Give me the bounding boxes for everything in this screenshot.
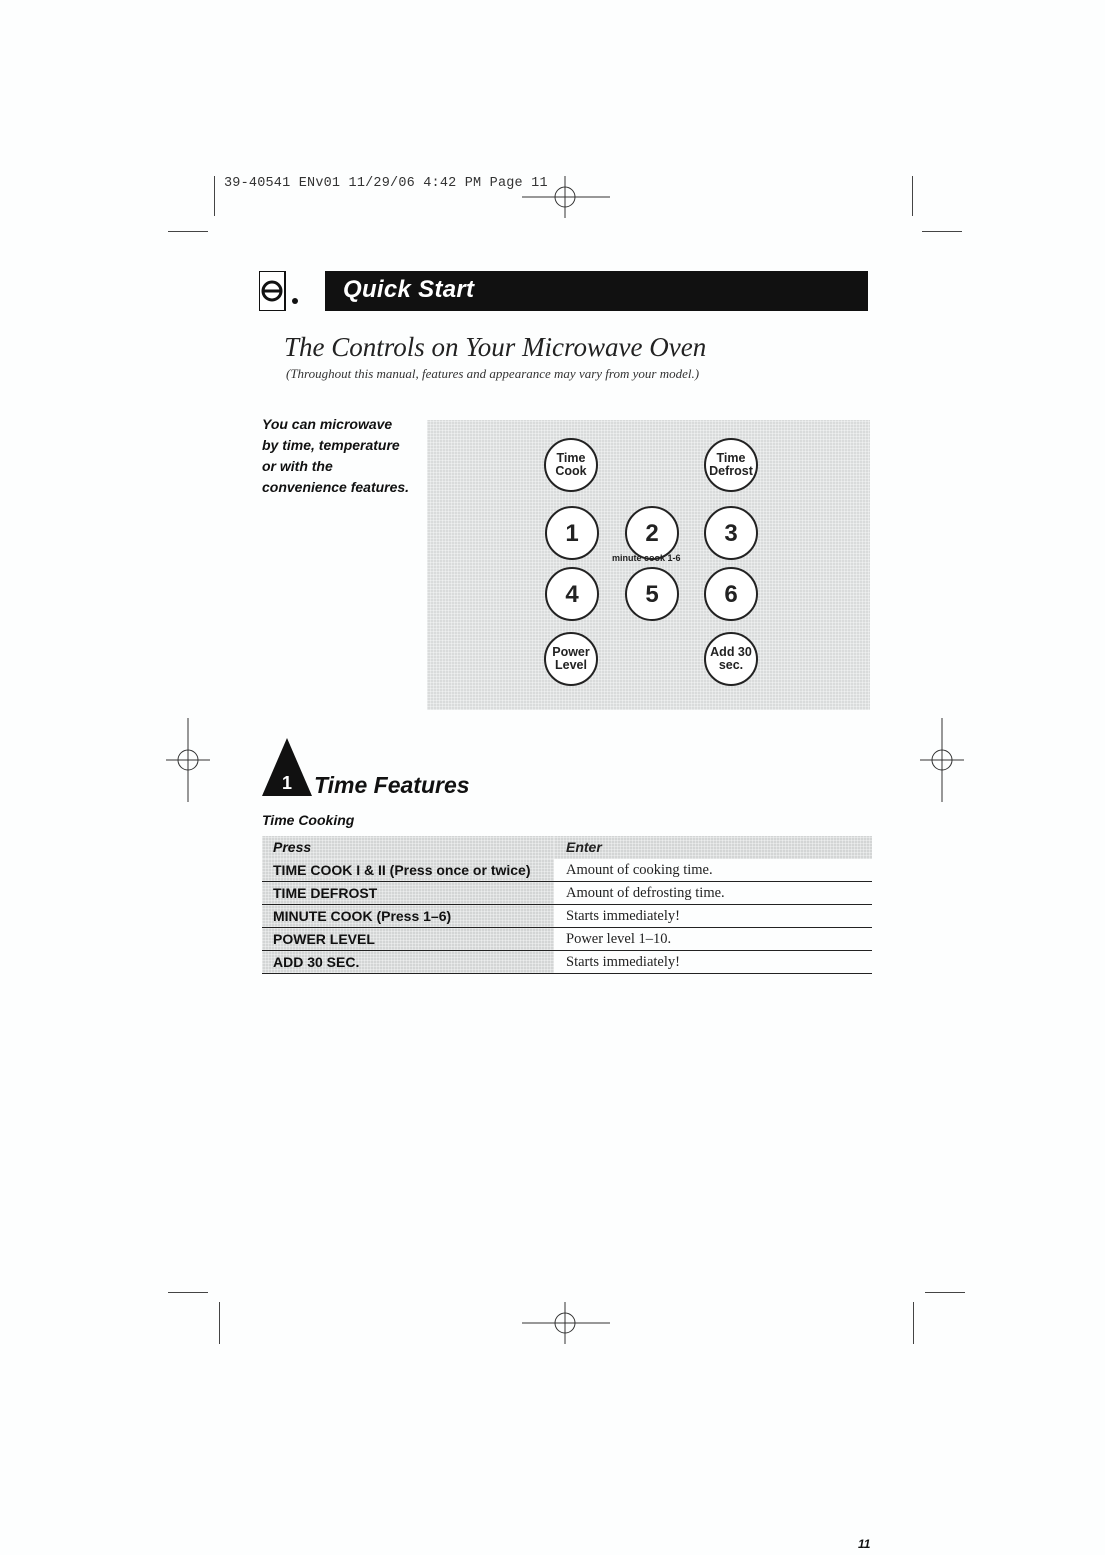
crop-mark — [912, 176, 913, 216]
svg-text:1: 1 — [281, 773, 293, 793]
crop-mark — [925, 1292, 965, 1293]
enter-cell: Power level 1–10. — [566, 931, 672, 947]
time-cook-key: Time Cook — [544, 438, 598, 492]
section-triangle-icon — [262, 738, 312, 796]
registration-mark-icon — [522, 1302, 612, 1346]
press-cell: POWER LEVEL — [262, 928, 554, 950]
registration-mark-icon — [920, 718, 966, 804]
page-title: The Controls on Your Microwave Oven — [284, 332, 707, 362]
page-subtitle: (Throughout this manual, features and appearance may vary from your model.) — [286, 366, 700, 381]
page-number: 11 — [858, 1537, 871, 1551]
table-row — [262, 905, 872, 928]
column-header: Press — [262, 836, 554, 859]
crop-mark — [219, 1302, 220, 1344]
table-row — [262, 882, 872, 905]
chapter-title: Quick Start — [343, 276, 475, 303]
press-cell: TIME COOK I & II (Press once or twice) — [262, 859, 554, 881]
number-3-key: 3 — [704, 506, 758, 560]
minute-cook-label: minute cook 1-6 — [612, 553, 681, 563]
table-header-row — [262, 836, 872, 859]
table-row — [262, 859, 872, 882]
enter-cell: Amount of defrosting time. — [566, 885, 725, 901]
time-cooking-table — [262, 836, 872, 974]
crop-mark — [913, 1302, 914, 1344]
press-cell: MINUTE COOK (Press 1–6) — [262, 905, 554, 927]
registration-mark-icon — [522, 176, 612, 220]
chapter-logo-icon — [259, 271, 303, 311]
printer-slug: 39-40541 ENv01 11/29/06 4:42 PM Page 11 — [224, 176, 548, 191]
crop-mark — [922, 231, 962, 232]
power-level-key: Power Level — [544, 632, 598, 686]
control-panel-illustration — [427, 420, 870, 710]
time-defrost-key: Time Defrost — [704, 438, 758, 492]
crop-mark — [214, 176, 215, 216]
press-cell: ADD 30 SEC. — [262, 951, 554, 973]
side-note: You can microwave by time, temperature or with the convenience features. — [262, 416, 410, 495]
section-title: Time Features — [314, 772, 470, 798]
add-30-sec-key: Add 30 sec. — [704, 632, 758, 686]
table-row — [262, 928, 872, 951]
crop-mark — [168, 231, 208, 232]
registration-mark-icon — [166, 718, 212, 804]
crop-mark — [168, 1292, 208, 1293]
number-1-key: 1 — [545, 506, 599, 560]
number-4-key: 4 — [545, 567, 599, 621]
enter-cell: Amount of cooking time. — [566, 862, 713, 878]
press-cell: TIME DEFROST — [262, 882, 554, 904]
number-2-key: 2 — [625, 506, 679, 560]
table-row — [262, 951, 872, 974]
number-6-key: 6 — [704, 567, 758, 621]
enter-cell: Starts immediately! — [566, 954, 680, 970]
sub-heading: Time Cooking — [262, 812, 355, 828]
number-5-key: 5 — [625, 567, 679, 621]
column-header: Enter — [554, 836, 872, 859]
enter-cell: Starts immediately! — [566, 908, 680, 924]
